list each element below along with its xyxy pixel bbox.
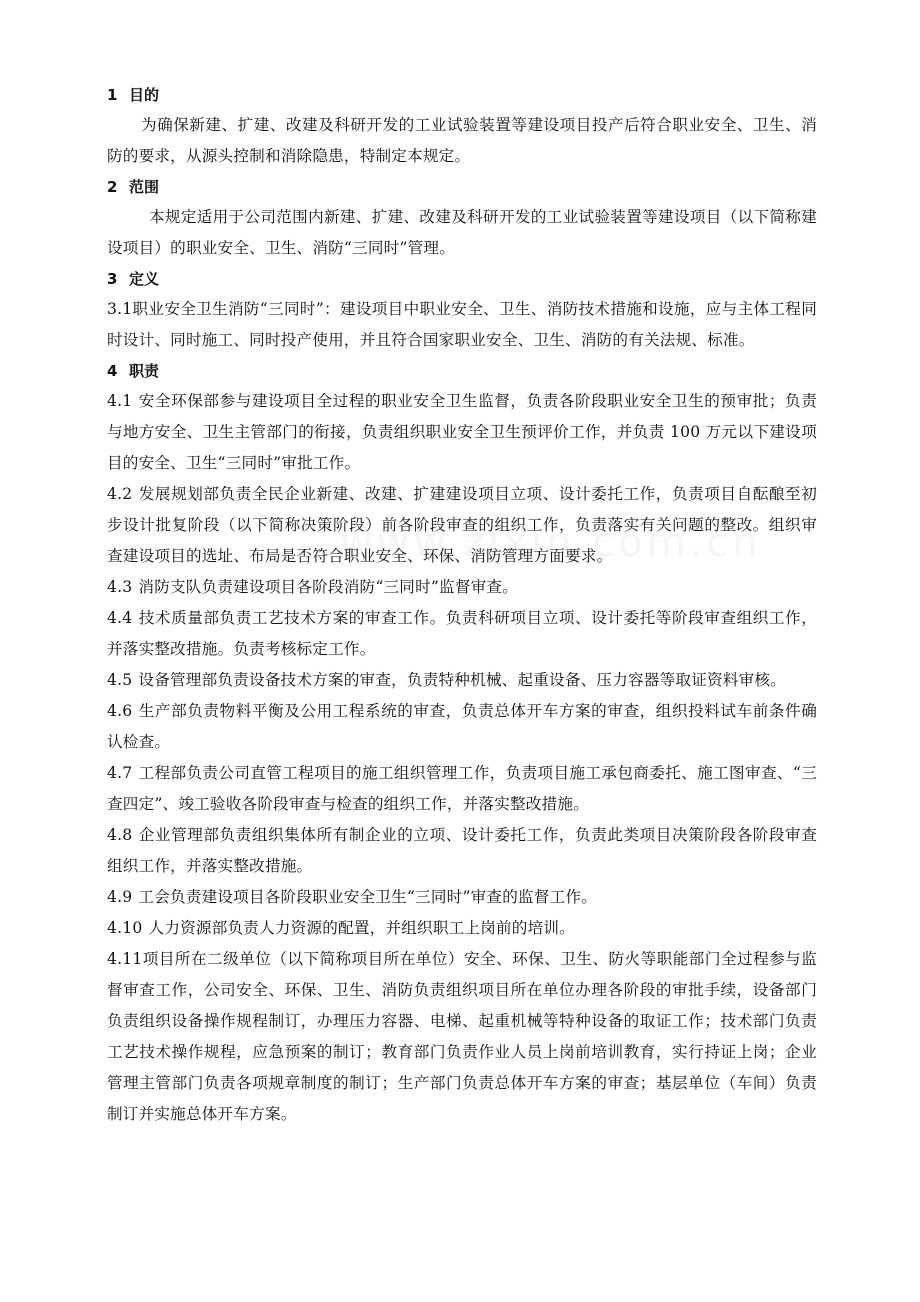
- section-heading-purpose: [107, 80, 817, 110]
- item-text: 技术质量部负责工艺技术方案的审查工作。负责科研项目立项、设计委托等阶段审查组织工作，并落实整改措施。负责考核标定工作。: [107, 609, 817, 658]
- definition-item: [107, 294, 817, 356]
- item-text: 人力资源部负责人力资源的配置，并组织职工上岗前的培训。: [148, 919, 575, 937]
- section-number: 1: [107, 86, 118, 104]
- responsibility-item: [107, 603, 817, 665]
- item-number: 4.2: [107, 485, 133, 503]
- item-text: 职业安全卫生消防“三同时”：建设项目中职业安全、卫生、消防技术措施和设施，应与主体工程同时设计、同时施工、同时投产使用，并且符合国家职业安全、卫生、消防的有关法规、标准。: [107, 300, 817, 349]
- section-number: 4: [107, 362, 118, 380]
- section-title: 定义: [129, 270, 160, 288]
- purpose-paragraph: 为确保新建、扩建、改建及科研开发的工业试验装置等建设项目投产后符合职业安全、卫生、消防的要求，从源头控制和消除隐患，特制定本规定。: [107, 116, 817, 165]
- responsibility-item: [107, 696, 817, 758]
- responsibility-item: [107, 913, 817, 944]
- item-text: 设备管理部负责设备技术方案的审查，负责特种机械、起重设备、压力容器等取证资料审核。: [138, 671, 786, 689]
- scope-paragraph: 本规定适用于公司范围内新建、扩建、改建及科研开发的工业试验装置等建设项目（以下简称建设项目）的职业安全、卫生、消防“三同时”管理。: [107, 208, 817, 257]
- section-number: 2: [107, 178, 118, 196]
- responsibility-item: [107, 572, 817, 603]
- responsibility-item: [107, 479, 817, 572]
- document-page: [107, 80, 817, 1130]
- section-number: 3: [107, 270, 118, 288]
- item-number: 4.9: [107, 888, 133, 906]
- responsibility-item: [107, 386, 817, 479]
- responsibility-item: [107, 665, 817, 696]
- item-text: 生产部负责物料平衡及公用工程系统的审查，负责总体开车方案的审查，组织投料试车前条件确认检查。: [107, 702, 817, 751]
- section-title: 职责: [129, 362, 160, 380]
- item-text: 企业管理部负责组织集体所有制企业的立项、设计委托工作，负责此类项目决策阶段各阶段审查组织工作，并落实整改措施。: [107, 826, 817, 875]
- item-text: 工会负责建设项目各阶段职业安全卫生“三同时”审查的监督工作。: [138, 888, 597, 906]
- item-number: 4.6: [107, 702, 133, 720]
- section-title: 目的: [129, 86, 160, 104]
- item-number: 4.10: [107, 919, 143, 937]
- responsibility-item: [107, 944, 817, 1130]
- item-number: 4.11: [107, 950, 143, 968]
- item-text: 工程部负责公司直管工程项目的施工组织管理工作，负责项目施工承包商委托、施工图审查、“三查四定”、竣工验收各阶段审查与检查的组织工作，并落实整改措施。: [107, 764, 817, 813]
- item-number: 4.1: [107, 392, 133, 410]
- item-text: 发展规划部负责全民企业新建、改建、扩建建设项目立项、设计委托工作，负责项目自酝酿至初步设计批复阶段（以下简称决策阶段）前各阶段审查的组织工作，负责落实有关问题的整改。组织审查建设项目的选址、布局是否符合职业安全、环保、消防管理方面要求。: [107, 485, 817, 565]
- responsibility-item: [107, 820, 817, 882]
- item-number: 4.3: [107, 578, 133, 596]
- item-number: 4.5: [107, 671, 133, 689]
- item-text: 消防支队负责建设项目各阶段消防“三同时”监督审查。: [138, 578, 519, 596]
- section-heading-definition: [107, 264, 817, 294]
- section-heading-responsibilities: [107, 356, 817, 386]
- item-number: 4.7: [107, 764, 133, 782]
- item-text: 安全环保部参与建设项目全过程的职业安全卫生监督，负责各阶段职业安全卫生的预审批；负责与地方安全、卫生主管部门的衔接，负责组织职业安全卫生预评价工作，并负责 100 万元以下建设项目的安全、卫生“三同时”审批工作。: [107, 392, 817, 472]
- responsibility-item: [107, 882, 817, 913]
- responsibility-item: [107, 758, 817, 820]
- item-number: 4.4: [107, 609, 133, 627]
- section-heading-scope: [107, 172, 817, 202]
- item-text: 项目所在二级单位（以下简称项目所在单位）安全、环保、卫生、防火等职能部门全过程参与监督审查工作，公司安全、环保、卫生、消防负责组织项目所在单位办理各阶段的审批手续，设备部门负责组织设备操作规程制订，办理压力容器、电梯、起重机械等特种设备的取证工作；技术部门负责工艺技术操作规程，应急预案的制订；教育部门负责作业人员上岗前培训教育，实行持证上岗；企业管理主管部门负责各项规章制度的制订；生产部门负责总体开车方案的审查；基层单位（车间）负责制订并实施总体开车方案。: [107, 950, 817, 1123]
- item-number: 4.8: [107, 826, 133, 844]
- section-title: 范围: [129, 178, 160, 196]
- item-number: 3.1: [107, 300, 133, 318]
